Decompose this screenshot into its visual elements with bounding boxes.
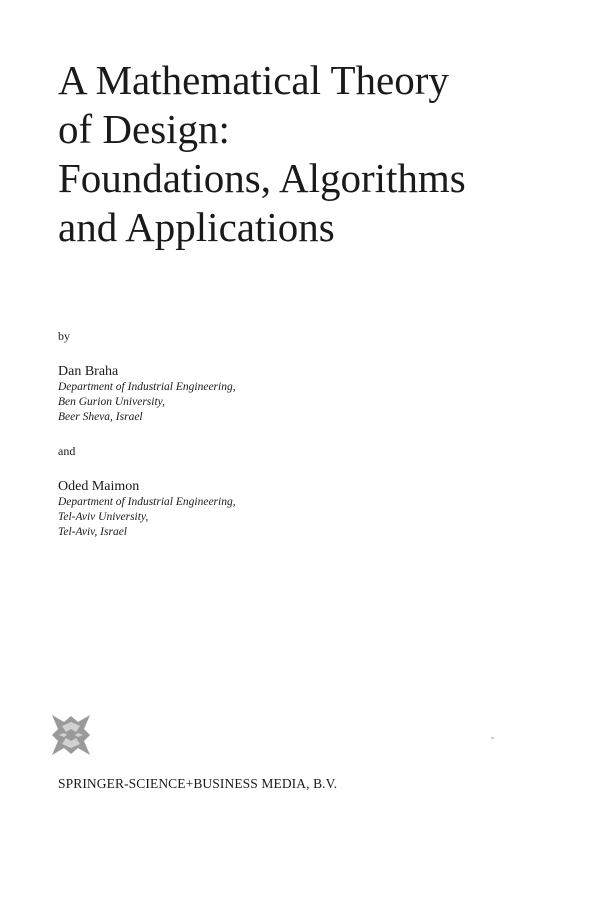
author-name: Dan Braha (58, 364, 119, 379)
and-label: and (58, 444, 76, 458)
scan-speck (491, 737, 494, 739)
title-line-3: Foundations, Algorithms (58, 155, 466, 201)
springer-horse-logo-icon (50, 712, 92, 758)
author-affiliation-line: Department of Industrial Engineering, (58, 381, 236, 393)
author-first (58, 363, 478, 425)
author-affiliation-line: Tel-Aviv, Israel (58, 526, 127, 538)
author-name: Oded Maimon (58, 479, 140, 494)
title-line-2: of Design: (58, 106, 230, 152)
title-line-4: and Applications (58, 204, 335, 250)
author-affiliation-line: Beer Sheva, Israel (58, 411, 143, 423)
title-line-1: A Mathematical Theory (58, 57, 449, 103)
author-second (58, 478, 478, 540)
author-affiliation-line: Department of Industrial Engineering, (58, 496, 236, 508)
author-affiliation-line: Ben Gurion University, (58, 396, 165, 408)
book-title (58, 56, 578, 252)
publisher-name: SPRINGER-SCIENCE+BUSINESS MEDIA, B.V. (58, 776, 338, 791)
author-affiliation-line: Tel-Aviv University, (58, 511, 149, 523)
by-label: by (58, 329, 70, 343)
